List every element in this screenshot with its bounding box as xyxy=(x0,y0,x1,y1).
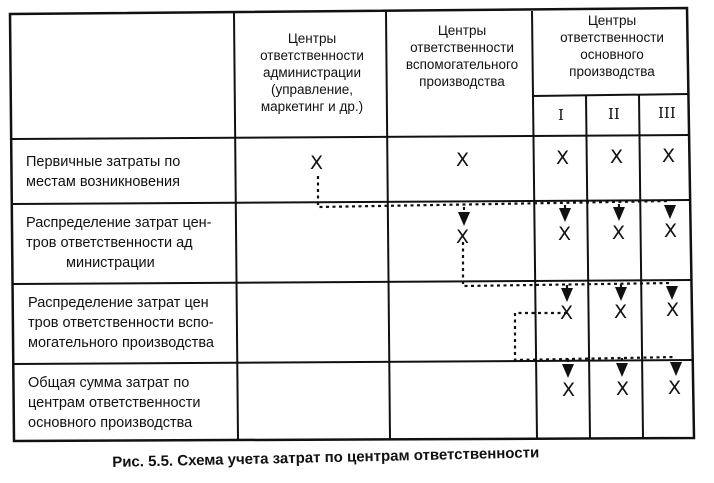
row-label-admin-distribution xyxy=(26,213,212,273)
row-label-aux-distribution xyxy=(28,293,214,353)
row-label-line: центрам ответственности xyxy=(28,395,201,411)
header-admin-line: (управление, xyxy=(270,82,354,97)
header-aux-centers xyxy=(390,22,534,90)
cost-mark: X xyxy=(614,301,628,323)
cost-mark: X xyxy=(668,377,682,399)
header-main-line: Центры xyxy=(587,13,637,28)
row-label-primary-costs xyxy=(26,152,180,192)
header-admin-line: Центры xyxy=(287,31,337,46)
header-admin-line: администрации xyxy=(263,65,361,80)
header-main-line: ответственности xyxy=(560,30,664,45)
header-admin-line: маркетинг и др.) xyxy=(260,99,364,114)
cost-mark: X xyxy=(666,299,680,321)
row-label-line: Распределение затрат цен xyxy=(28,295,209,311)
subheader-iii: III xyxy=(658,104,676,122)
header-admin-line: ответственности xyxy=(260,48,364,63)
row-label-line: Первичные затраты по xyxy=(26,154,181,170)
row-label-line: Общая сумма затрат по xyxy=(28,375,190,391)
subheader-ii: II xyxy=(608,105,620,123)
header-main-line: основного xyxy=(580,47,644,62)
header-main-line: производства xyxy=(569,64,655,79)
row-label-line: могательного производства xyxy=(28,335,214,351)
cost-mark: X xyxy=(560,302,574,324)
row-label-line: местам возникновения xyxy=(26,174,180,190)
subheader-i: I xyxy=(558,106,564,124)
cost-mark: X xyxy=(616,378,630,400)
cost-mark: X xyxy=(562,379,576,401)
header-aux-line: Центры xyxy=(437,23,487,38)
header-aux-line: ответственности xyxy=(410,40,514,55)
cost-mark: X xyxy=(456,149,470,171)
row-label-line: тров ответственности ад xyxy=(26,235,193,251)
flow-lines xyxy=(318,176,676,366)
cost-mark: X xyxy=(664,220,678,242)
cost-mark: X xyxy=(612,222,626,244)
row-label-line: Распределение затрат цен- xyxy=(26,215,212,231)
cost-mark: X xyxy=(662,145,676,167)
cost-mark: X xyxy=(456,226,470,248)
header-aux-line: вспомогательного xyxy=(405,57,519,72)
header-admin-centers xyxy=(238,30,386,115)
row-label-line: основного производства xyxy=(28,415,193,431)
row-label-total-costs xyxy=(28,373,201,433)
cost-mark: X xyxy=(610,146,624,168)
row-label-line: министрации xyxy=(66,255,155,271)
header-aux-line: производства xyxy=(419,74,505,89)
row-label-line: тров ответственности вспо- xyxy=(28,315,214,331)
cost-mark: X xyxy=(556,147,570,169)
figure-caption: Рис. 5.5. Схема учета затрат по центрам ответственности xyxy=(112,444,540,471)
cost-mark: X xyxy=(558,223,572,245)
cost-mark: X xyxy=(310,152,324,174)
header-main-centers xyxy=(536,12,688,80)
